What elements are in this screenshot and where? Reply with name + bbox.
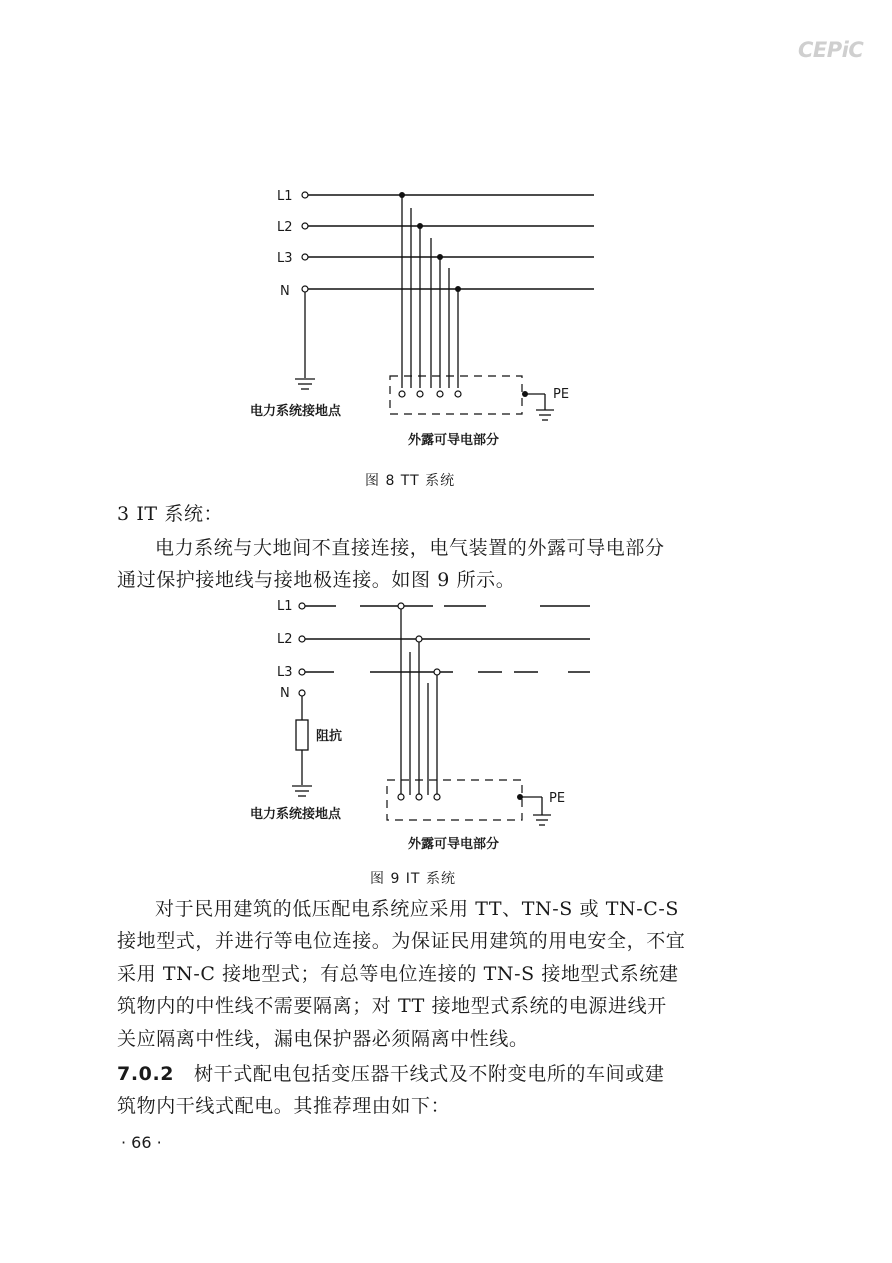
page-number: · 66 ·: [121, 1133, 162, 1152]
fig8-label-l3: L3: [277, 251, 293, 266]
fig8-label-l1: L1: [277, 189, 293, 204]
fig8-pe-ground-icon: [536, 410, 554, 420]
paragraph-line: 采用 TN-C 接地型式；有总等电位连接的 TN-S 接地型式系统建: [117, 962, 679, 985]
paragraph-line: 接地型式，并进行等电位连接。为保证民用建筑的用电安全，不宜: [117, 930, 686, 953]
section-7-0-2-line-1: [117, 1058, 737, 1090]
figure-8-tt-diagram: [0, 170, 892, 460]
fig8-n-terminal: [302, 286, 308, 292]
paragraph-it-system: [117, 532, 737, 597]
figure-8-caption: 图 8 TT 系统: [365, 473, 456, 489]
section-7-0-2: [117, 1058, 737, 1123]
fig8-l2-terminal: [302, 223, 308, 229]
paragraph-line: 筑物内干线式配电。其推荐理由如下：: [117, 1095, 451, 1118]
fig8-label-n: N: [280, 284, 290, 299]
fig9-label-l2: L2: [277, 632, 293, 647]
fig8-exposed-parts-label: 外露可导电部分: [408, 433, 500, 448]
fig9-label-pe: PE: [549, 791, 566, 806]
publisher-logo: CEPiC: [798, 38, 864, 62]
paragraph-line: 电力系统与大地间不直接连接，电气装置的外露可导电部分: [155, 537, 665, 559]
paragraph-line: 筑物内的中性线不需要隔离；对 TT 接地型式系统的电源进线开: [117, 995, 667, 1018]
figure-9-caption: 图 9 IT 系统: [370, 871, 456, 887]
fig9-source-ground-icon: [292, 786, 312, 796]
paragraph-line: 通过保护接地线与接地极连接。如图 9 所示。: [117, 569, 516, 592]
fig9-equipment-box: [387, 780, 522, 820]
fig9-label-n: N: [280, 686, 290, 701]
paragraph-civil-buildings: [117, 893, 737, 1055]
fig8-l3-terminal: [302, 254, 308, 260]
fig9-ground-point-label: 电力系统接地点: [250, 807, 342, 822]
section-number: 7.0.2: [117, 1063, 175, 1085]
fig9-label-l3: L3: [277, 665, 293, 680]
fig8-ground-point-label: 电力系统接地点: [250, 404, 342, 419]
fig8-label-pe: PE: [553, 387, 570, 402]
fig8-label-l2: L2: [277, 220, 293, 235]
fig9-impedance-resistor: [296, 720, 308, 750]
fig9-label-l1: L1: [277, 599, 293, 614]
paragraph-line: 关应隔离中性线，漏电保护器必须隔离中性线。: [117, 1027, 529, 1050]
section-3-heading-text: 3 IT 系统：: [117, 503, 224, 525]
fig9-exposed-parts-label: 外露可导电部分: [408, 837, 500, 852]
fig9-pe-ground-icon: [533, 815, 551, 825]
figure-9-it-diagram: [0, 590, 892, 860]
fig9-impedance-label: 阻抗: [316, 729, 343, 744]
paragraph-line: 树干式配电包括变压器干线式及不附变电所的车间或建: [194, 1063, 665, 1085]
fig8-l1-terminal: [302, 192, 308, 198]
section-3-heading: [117, 498, 737, 530]
paragraph-line: 对于民用建筑的低压配电系统应采用 TT、TN-S 或 TN-C-S: [155, 898, 680, 920]
fig8-source-ground-icon: [295, 379, 315, 389]
